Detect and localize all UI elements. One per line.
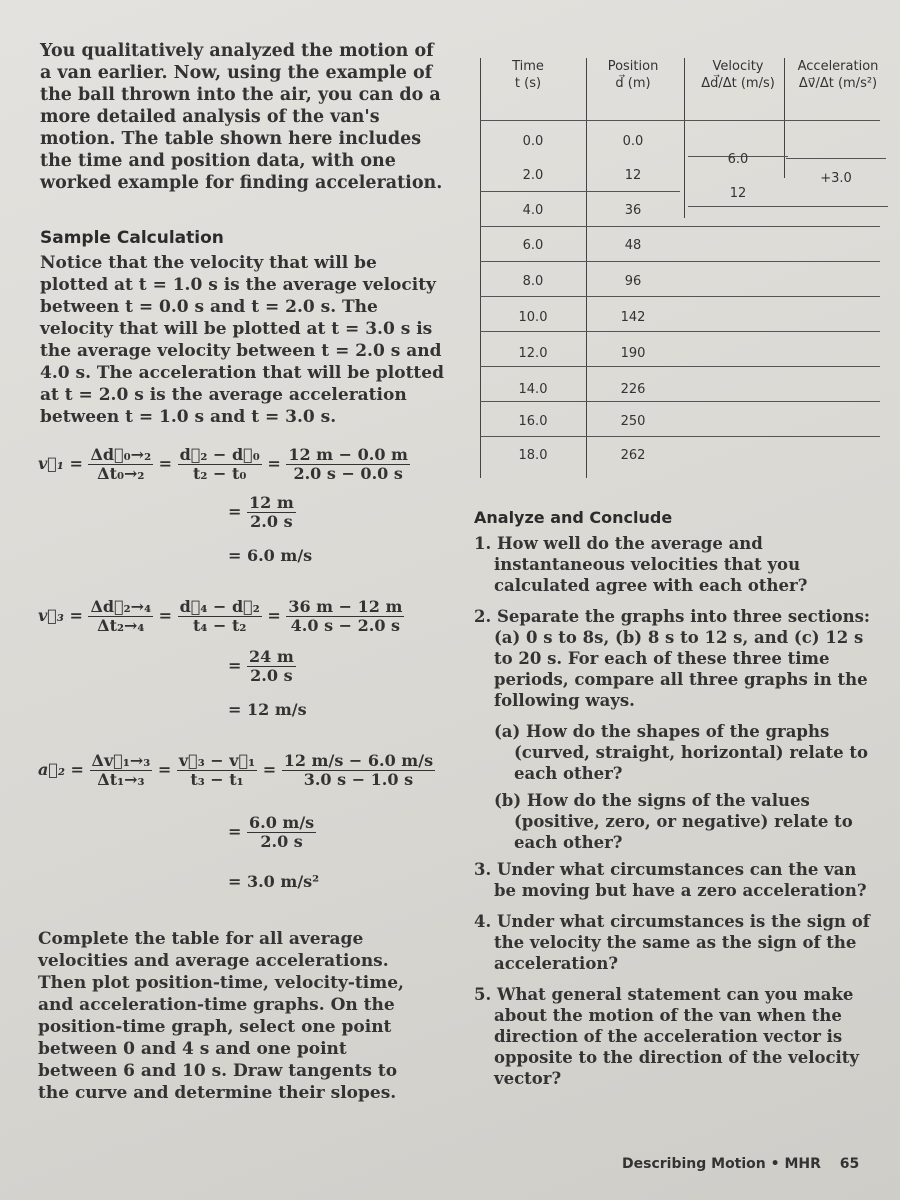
time-cell: 6.0 <box>522 238 544 253</box>
equation-v3-step2: = $\frac{24 m}{2.0 s}$ <box>228 647 294 685</box>
header-acceleration: Acceleration Δv⃗/Δt (m/s²) <box>797 59 879 91</box>
position-cell: 48 <box>624 238 642 253</box>
header-time: Time t (s) <box>512 59 544 91</box>
time-cell: 0.0 <box>522 134 544 149</box>
time-cell: 8.0 <box>522 274 544 289</box>
acceleration-cell: +3.0 <box>820 171 852 186</box>
time-cell: 18.0 <box>518 448 548 463</box>
time-cell: 14.0 <box>518 382 548 397</box>
equation-a2: a⃗₂ = $\frac{\text{Δv⃗₁→₃}}{\text{Δt₁→₃}}$ = $\frac{\text{v⃗₃ − v⃗₁}}{\text{t₃ − t₁}}$ = $\frac{12 m/s - 6.0 m/s}{3.0 s - 1.0 s}$ <box>38 751 434 789</box>
position-cell: 96 <box>624 274 642 289</box>
equation-v1-step2: = $\frac{12 m}{2.0 s}$ <box>228 493 294 531</box>
position-cell: 250 <box>620 414 646 429</box>
page-number: 65 <box>839 1156 860 1172</box>
time-cell: 2.0 <box>522 168 544 183</box>
page-footer <box>622 1156 859 1172</box>
intro-paragraph: You qualitatively analyzed the motion of a van earlier. Now, using the example of the ball thrown into the air, you can do a more detailed analysis of the van's motion. The table shown here includes the time and position data, with one worked example for finding acceleration. <box>40 41 443 193</box>
equation-a2-step2: = $\frac{6.0 m/s}{2.0 s}$ <box>228 813 315 851</box>
header-position: Position d⃗ (m) <box>607 59 659 91</box>
time-cell: 4.0 <box>522 203 544 218</box>
a2-lhs: a⃗₂ = <box>38 760 84 779</box>
header-velocity: Velocity Δd⃗/Δt (m/s) <box>701 59 775 91</box>
velocity-cell: 6.0 <box>727 152 749 167</box>
time-cell: 16.0 <box>518 414 548 429</box>
v1-fraction-2: $\frac{\text{d⃗₂ − d⃗₀}}{\text{t₂ − t₀}}$ <box>179 445 260 483</box>
position-cell: 226 <box>620 382 646 397</box>
instructions-paragraph: Complete the table for all average velocities and average accelerations. Then plot position-time, velocity-time, and acceleration-time graphs. On the position-time graph, select one point between 0 and 4 s and one point between 6 and 10 s. Draw tangents to the curve and determine their slopes. <box>38 929 404 1103</box>
v3-lhs: v⃗₃ = <box>38 606 83 625</box>
position-cell: 262 <box>620 448 646 463</box>
equation-a2-result: = 3.0 m/s² <box>228 872 320 891</box>
sample-calculation-text: Notice that the velocity that will be plotted at t = 1.0 s is the average velocity between t = 0.0 s and t = 2.0 s. The velocity that will be plotted at t = 3.0 s is the average velocity between t = 2.0 s and 4.0 s. The acceleration that will be plotted at t = 2.0 s is the average acceleration between t = 1.0 s and t = 3.0 s. <box>40 253 444 427</box>
left-column <box>40 40 450 428</box>
analyze-heading: Analyze and Conclude <box>474 508 673 527</box>
position-cell: 190 <box>620 346 646 361</box>
v1-lhs: v⃗₁ = <box>38 454 83 473</box>
velocity-cell: 12 <box>729 186 747 201</box>
question-2: 2. Separate the graphs into three sections: (a) 0 s to 8s, (b) 8 s to 12 s, and (c) 12 s to 20 s. For each of these three time periods, compare all three graphs in the following ways. <box>474 607 870 710</box>
position-cell: 142 <box>620 310 646 325</box>
question-1: 1. How well do the average and instantaneous velocities that you calculated agree with each other? <box>474 534 808 595</box>
equation-v3-result: = 12 m/s <box>228 700 307 719</box>
v1-fraction-1: $\frac{\text{Δd⃗₀→₂}}{\text{Δt₀→₂}}$ <box>90 445 152 483</box>
equation-v1-result: = 6.0 m/s <box>228 546 313 565</box>
question-2a: (a) How do the shapes of the graphs (curved, straight, horizontal) relate to each other? <box>494 722 868 783</box>
position-cell: 36 <box>624 203 642 218</box>
position-cell: 12 <box>624 168 642 183</box>
question-5: 5. What general statement can you make about the motion of the van when the direction of the acceleration vector is opposite to the direction of the velocity vector? <box>474 985 860 1088</box>
footer-book-title: Describing Motion • MHR <box>622 1156 821 1172</box>
analyze-conclude-section <box>474 508 884 1099</box>
question-4: 4. Under what circumstances is the sign of the velocity the same as the sign of the acceleration? <box>474 912 870 973</box>
question-2b: (b) How do the signs of the values (positive, zero, or negative) relate to each other? <box>494 791 853 852</box>
equation-v1: v⃗₁ = $\frac{\text{Δd⃗₀→₂}}{\text{Δt₀→₂}}$ = $\frac{\text{d⃗₂ − d⃗₀}}{\text{t₂ − t₀}}$ = $\frac{12 m - 0.0 m}{2.0 s - 0.0 s}$ <box>38 445 408 483</box>
time-cell: 10.0 <box>518 310 548 325</box>
question-3: 3. Under what circumstances can the van be moving but have a zero acceleration? <box>474 860 867 900</box>
position-cell: 0.0 <box>622 134 644 149</box>
question-2-subparts <box>474 721 884 853</box>
v1-fraction-3: $\frac{12 m - 0.0 m}{2.0 s - 0.0 s}$ <box>288 445 408 483</box>
time-cell: 12.0 <box>518 346 548 361</box>
equation-v3: v⃗₃ = $\frac{\text{Δd⃗₂→₄}}{\text{Δt₂→₄}}$ = $\frac{\text{d⃗₄ − d⃗₂}}{\text{t₄ − t₂}}$ = $\frac{36 m - 12 m}{4.0 s - 2.0 s}$ <box>38 597 403 635</box>
sample-calculation-heading: Sample Calculation <box>40 228 224 248</box>
